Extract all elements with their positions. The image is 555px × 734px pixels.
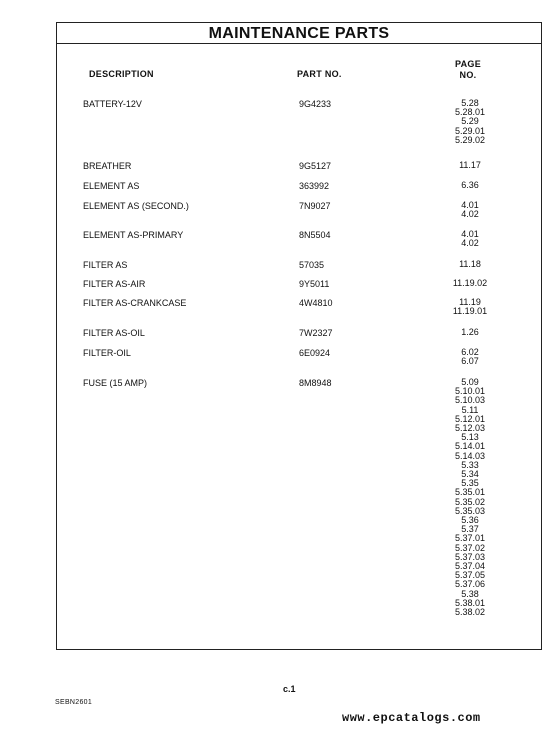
page-reference: 5.28 <box>461 98 479 108</box>
part-number: 7W2327 <box>299 328 333 338</box>
page-reference: 5.14.01 <box>454 441 486 452</box>
page-reference: 5.35.03 <box>454 505 486 516</box>
part-description: ELEMENT AS-PRIMARY <box>83 230 184 240</box>
page-reference: 5.11 <box>461 404 479 415</box>
part-description: BREATHER <box>83 161 132 171</box>
page-reference: 11.19.01 <box>452 306 488 317</box>
page-reference: 11.19 <box>459 297 481 307</box>
page-references <box>445 260 495 269</box>
page-reference: 5.12.03 <box>454 423 486 434</box>
page-reference: 5.35 <box>461 478 479 489</box>
page-reference: 11.18 <box>459 259 481 269</box>
part-description: FUSE (15 AMP) <box>83 378 148 388</box>
page-number: c.1 <box>283 684 296 694</box>
document-code: SEBN2601 <box>55 699 93 706</box>
page-reference: 5.28.01 <box>454 107 486 118</box>
page-reference: 5.37 <box>461 524 479 535</box>
part-description: FILTER AS-OIL <box>83 328 145 338</box>
watermark-url: www.epcatalogs.com <box>342 711 481 725</box>
page-reference: 6.36 <box>461 180 479 190</box>
part-number: 9G4233 <box>299 99 332 109</box>
page-references <box>445 298 495 316</box>
part-number: 8N5504 <box>299 230 331 240</box>
column-header-description: DESCRIPTION <box>89 69 154 79</box>
page-reference: 5.09 <box>461 377 479 387</box>
part-number: 9Y5011 <box>299 279 330 289</box>
page-reference: 5.29 <box>461 116 479 127</box>
page-title: MAINTENANCE PARTS <box>57 23 541 44</box>
part-number: 7N9027 <box>299 201 331 211</box>
page-reference: 5.29.01 <box>454 125 486 136</box>
page-header-line2: NO. <box>459 70 477 80</box>
page-reference: 4.01 <box>461 229 479 239</box>
page-reference: 5.14.03 <box>454 450 486 461</box>
page-references <box>445 161 495 170</box>
part-description: FILTER-OIL <box>83 348 131 358</box>
page-reference: 5.34 <box>461 469 479 480</box>
page-header-line1: PAGE <box>454 59 482 69</box>
page-references <box>445 181 495 190</box>
page-references <box>445 348 495 366</box>
page-reference: 5.38.01 <box>454 597 486 608</box>
page-reference: 5.37.04 <box>454 561 486 572</box>
page-reference: 5.13 <box>461 432 479 443</box>
column-header-page-no <box>443 59 493 81</box>
page-references <box>445 201 495 219</box>
page-reference: 5.37.03 <box>454 551 486 562</box>
page-reference: 5.37.05 <box>454 570 486 581</box>
page-reference: 6.07 <box>461 356 479 367</box>
page-reference: 5.35.01 <box>454 487 486 498</box>
page-reference: 5.37.02 <box>454 542 486 553</box>
page-references <box>445 230 495 248</box>
parts-table-frame <box>56 22 542 650</box>
page-reference: 4.02 <box>461 209 479 220</box>
page-reference: 5.10.01 <box>454 386 486 397</box>
page-reference: 5.10.03 <box>454 395 486 406</box>
page-references <box>445 99 495 145</box>
page-reference: 5.12.01 <box>454 413 486 424</box>
page-reference: 4.01 <box>461 200 479 210</box>
page-reference: 5.38.02 <box>454 607 486 618</box>
part-description: FILTER AS <box>83 260 128 270</box>
part-description: ELEMENT AS (SECOND.) <box>83 201 189 211</box>
page-reference: 11.17 <box>459 160 481 170</box>
page-reference: 5.37.06 <box>454 579 486 590</box>
page-reference: 5.29.02 <box>454 134 486 145</box>
page-reference: 4.02 <box>461 238 479 249</box>
part-description: ELEMENT AS <box>83 181 140 191</box>
page-references <box>445 378 495 617</box>
page-reference: 5.35.02 <box>454 496 486 507</box>
part-number: 4W4810 <box>299 298 333 308</box>
page-references <box>445 279 495 288</box>
page-reference: 6.02 <box>461 347 479 357</box>
page-reference: 11.19.02 <box>452 278 488 288</box>
part-description: FILTER AS-CRANKCASE <box>83 298 187 308</box>
part-number: 6E0924 <box>299 348 331 358</box>
part-description: BATTERY-12V <box>83 99 142 109</box>
page-reference: 5.36 <box>461 515 479 526</box>
page-references <box>445 328 495 337</box>
part-number: 363992 <box>299 181 330 191</box>
page-reference: 5.33 <box>461 459 479 470</box>
page-reference: 5.37.01 <box>454 533 486 544</box>
part-number: 8M8948 <box>299 378 332 388</box>
column-header-part-no: PART NO. <box>297 69 342 79</box>
page-reference: 5.38 <box>461 588 479 599</box>
part-number: 57035 <box>299 260 325 270</box>
part-description: FILTER AS-AIR <box>83 279 146 289</box>
part-number: 9G5127 <box>299 161 332 171</box>
page-reference: 1.26 <box>461 327 479 337</box>
